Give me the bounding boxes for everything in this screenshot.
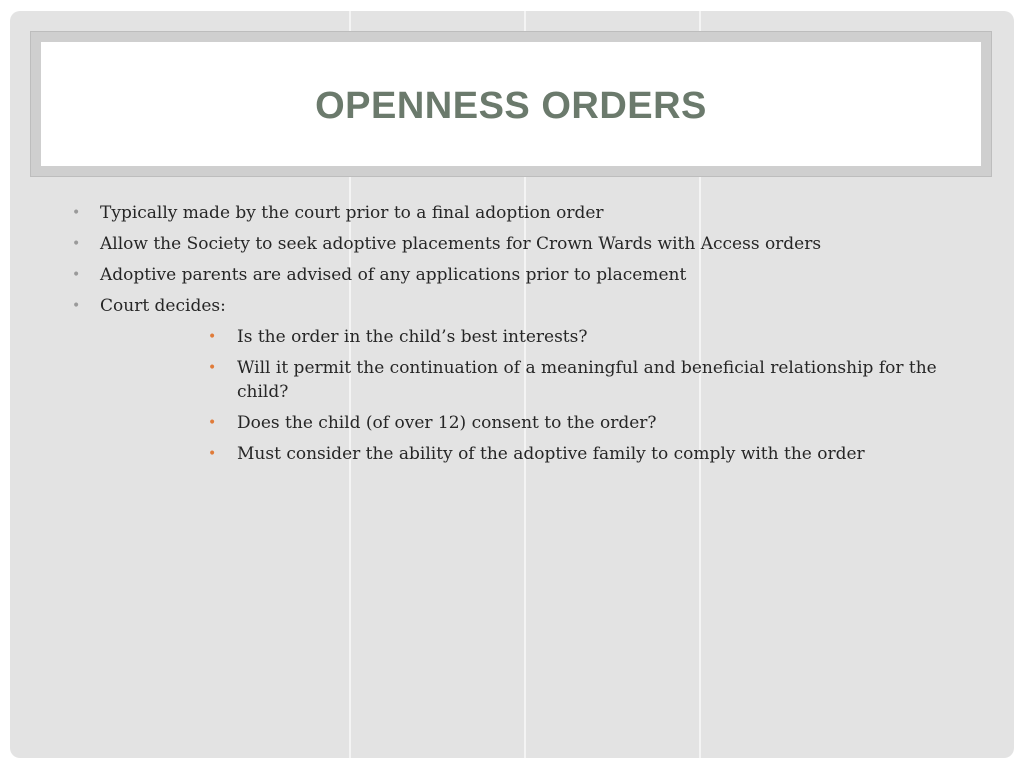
sub-bullet-list [205, 325, 968, 466]
bullet-icon: • [72, 236, 81, 252]
bullet-icon: • [72, 298, 81, 314]
title-frame [30, 31, 992, 177]
sub-bullet-icon: • [208, 415, 217, 431]
bullet-text: Allow the Society to seek adoptive placements for Crown Wards with Access orders [100, 234, 822, 254]
list-item [68, 232, 968, 256]
sub-bullet-icon: • [208, 360, 217, 376]
sub-list-item [205, 325, 968, 349]
sub-bullet-text: Is the order in the child’s best interests? [237, 327, 588, 347]
sub-list-item [205, 442, 968, 466]
slide-title: OPENNESS ORDERS [315, 84, 707, 127]
bullet-text: Typically made by the court prior to a final adoption order [100, 203, 604, 223]
sub-bullet-icon: • [208, 329, 217, 345]
bullet-text: Court decides: [100, 296, 226, 316]
sub-list-item [205, 356, 968, 404]
sub-bullet-text: Does the child (of over 12) consent to the order? [237, 413, 657, 433]
sub-bullet-text: Must consider the ability of the adoptive family to comply with the order [237, 444, 865, 464]
slide [10, 11, 1014, 758]
title-box [41, 42, 981, 166]
list-item [68, 294, 968, 466]
sub-list-item [205, 411, 968, 435]
bullet-icon: • [72, 205, 81, 221]
bullet-text: Adoptive parents are advised of any applications prior to placement [100, 265, 687, 285]
list-item [68, 201, 968, 225]
sub-bullet-text: Will it permit the continuation of a meaningful and beneficial relationship for the child? [237, 358, 937, 402]
sub-bullet-icon: • [208, 446, 217, 462]
bullet-icon: • [72, 267, 81, 283]
content-body [68, 201, 968, 473]
bullet-list [68, 201, 968, 466]
list-item [68, 263, 968, 287]
